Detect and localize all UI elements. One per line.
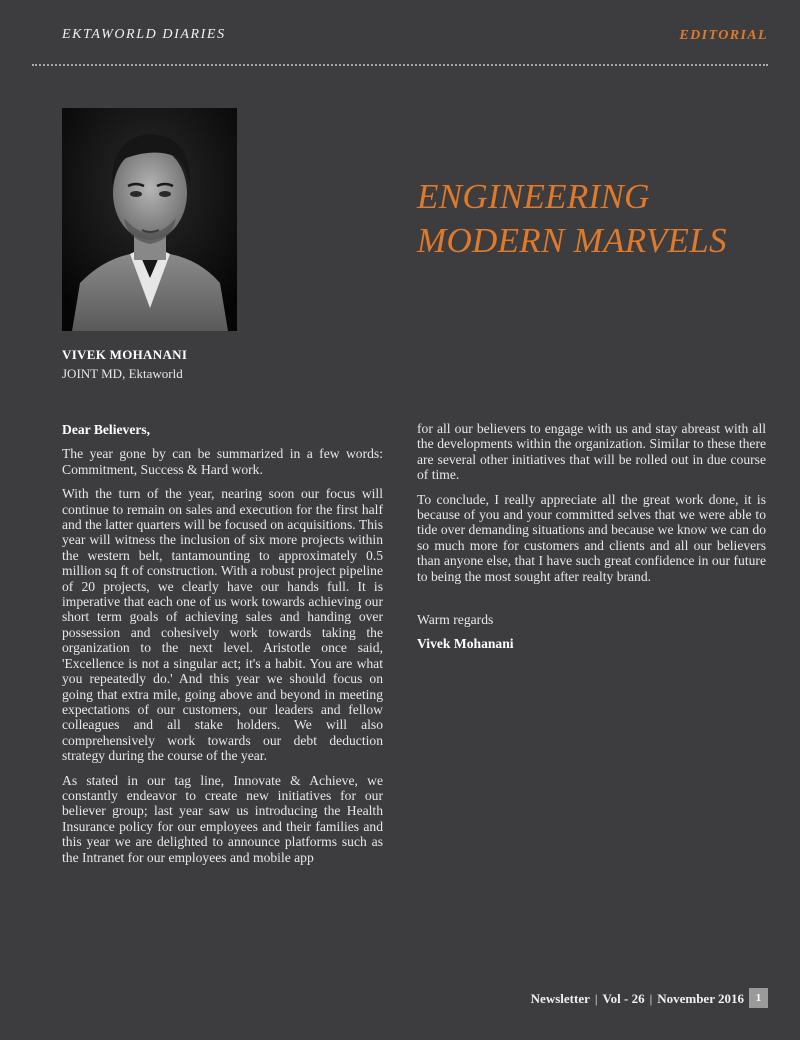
article-headline: [417, 175, 777, 263]
letter-column-right: [417, 421, 766, 661]
headline-line-2: MODERN MARVELS: [417, 221, 727, 260]
letter-paragraph: The year gone by can be summarized in a few words: Commitment, Success & Hard work.: [62, 446, 383, 477]
footer-date: November 2016: [657, 991, 744, 1006]
footer-separator: |: [594, 991, 598, 1006]
footer-info: [531, 991, 744, 1007]
footer-separator: |: [649, 991, 653, 1006]
letter-paragraph: With the turn of the year, nearing soon our focus will continue to remain on sales and execution for the first half and the latter quarters will be focused on acquisitions. This year will witness the inclusion of six more projects within the western belt, tantamounting to approximately 0.5 million sq ft of construction. With a robust project pipeline of 20 projects, we clearly have our hands full. It is imperative that each one of us work towards achieving our short term goals of achieving sales and handing over possession and cohesively work towards taking the organization to the next level. Aristotle once said, 'Excellence is not a singular act; it's a habit. You are what you repeatedly do.' And this year we should focus on going that extra mile, going above and beyond in meeting expectations of our customers, our leaders and fellow colleagues and all stake holders. We will also comprehensively work towards our debt deduction strategy during the course of the year.: [62, 486, 383, 764]
publication-title: EKTAWORLD DIARIES: [62, 27, 226, 42]
letter-column-left: [62, 422, 383, 874]
letter-greeting: Dear Believers,: [62, 422, 151, 437]
letter-paragraph: for all our believers to engage with us and stay abreast with all the developments within the organization. Similar to these there are several other initiatives that will be rolled out in due course of time.: [417, 421, 766, 483]
author-name: VIVEK MOHANANI: [62, 347, 188, 362]
page-number: 1: [749, 988, 768, 1008]
author-title: JOINT MD, Ektaworld: [62, 366, 183, 381]
header-divider: [32, 64, 768, 66]
letter-closing: Warm regards: [417, 612, 494, 628]
letter-paragraph: To conclude, I really appreciate all the great work done, it is because of you and your committed selves that we were able to tide over demanding situations and because we know we can do so much more for customers and clients and all our believers than anyone else, that I have such great confidence in our future to being the most sought after realty brand.: [417, 491, 766, 584]
footer-volume: Vol - 26: [602, 991, 645, 1006]
letter-paragraph: As stated in our tag line, Innovate & Achieve, we constantly endeavor to create new initiatives for our believer group; last year saw us introducing the Health Insurance policy for our employees and their families and this year we are delighted to announce platforms such as the Intranet for our employees and mobile app: [62, 772, 383, 865]
footer-newsletter: Newsletter: [530, 991, 590, 1006]
headline-line-1: ENGINEERING: [417, 177, 650, 216]
letter-signature: Vivek Mohanani: [417, 636, 514, 652]
section-label: EDITORIAL: [679, 28, 768, 43]
author-portrait: [62, 108, 237, 331]
